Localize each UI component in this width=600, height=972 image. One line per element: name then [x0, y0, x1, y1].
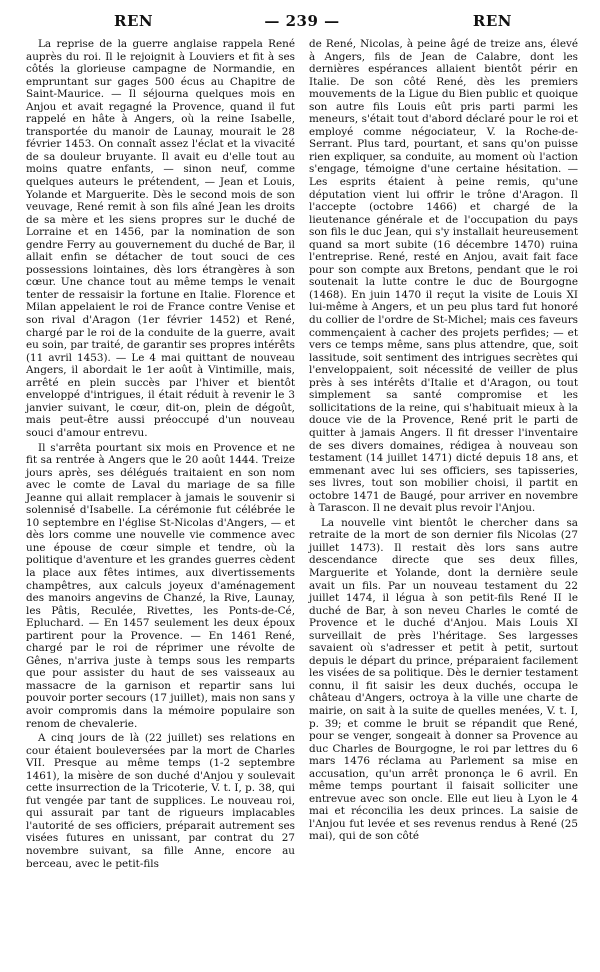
paragraph: de René, Nicolas, à peine âgé de treize ans, élevé à Angers, fils de Jean de Calabre, dont les dernières espérances allaient bientôt périr en Italie. De son côté René, dès les premiers mouvements de la Ligue du Bien public et quoique son autre fils Louis eût pris parti parmi les meneurs, s'était tout d'abord déclaré pour le roi et employé comme négociateur, V. la Roche-de-Serrant. Plus tard, pourtant, et sans qu'on puisse rien expliquer, sa conduite, au moment où l'action s'engage, témoigne d'une certaine hésitation. — Les esprits étaient à peine remis, qu'une députation vient lui offrir le trône d'Aragon. Il l'accepte (octobre 1466) et chargé de la lieutenance générale et de l'occupation du pays son fils le duc Jean, qui s'y installait heureusement quand sa mort subite (16 décembre 1470) ruina l'entreprise. René, resté en Anjou, avait fait face pour son compte aux Bretons, pendant que le roi soutenait la lutte contre le duc de Bourgogne (1468). En juin 1470 il reçut la visite de Louis XI lui-même à Angers, et un peu plus tard fut honoré du collier de l'ordre de St-Michel; mais ces faveurs commençaient à cacher des projets perfides; — et vers ce temps même, sans plus attendre, que, soit lassitude, soit sentiment des intrigues secrètes qui l'enveloppaient, soit nécessité de veiller de plus près à ses intérêts d'Italie et d'Aragon, ou tout simplement sa santé compromise et les sollicitations de la reine, qui s'habituait mieux à la douce vie de la Provence, René prit le parti de quitter à jamais Angers. Il fit dresser l'inventaire de ses divers domaines, rédigea à nouveau son testament (14 juillet 1471) dicté depuis 18 ans, et emmenant avec lui ses officiers, ses tapisseries, ses livres, tout son mobilier choisi, il partit en octobre 1471 de Baugé, pour arriver en novembre à Tarascon. Il ne devait plus revoir l'Anjou.: [309, 38, 579, 515]
paragraph: Il s'arrêta pourtant six mois en Provence et ne fit sa rentrée à Angers que le 20 août 1444. Treize jours après, ses délégués traitaient en son nom avec le comte de Laval du mariage de sa fille Jeanne qui allait remplacer à jamais le souvenir si solennisé d'Isabelle. La cérémonie fut célébrée le 10 septembre en l'église St-Nicolas d'Angers, — et dès lors comme une nouvelle vie commence avec une épouse de cœur simple et tendre, où la politique d'aventure et les grandes guerres cèdent la place aux fêtes intimes, aux divertissements champêtres, aux calculs joyeux d'aménagement des manoirs angevins de Chanzé, la Rive, Launay, les Pâtis, Reculée, Rivettes, les Ponts-de-Cé, Epluchard. — En 1457 seulement les deux époux partirent pour la Provence. — En 1461 René, chargé par le roi de réprimer une révolte de Gênes, n'arriva juste à temps sous les remparts que pour assister du haut de ses vaisseaux au massacre de la garnison et repartir sans lui pouvoir porter secours (17 juillet), mais non sans y avoir compromis dans la mémoire populaire son renom de chevalerie.: [26, 441, 295, 730]
running-header: [26, 4, 578, 38]
paragraph: La nouvelle vint bientôt le chercher dans sa retraite de la mort de son dernier fils Nicolas (27 juillet 1473). Il restait dès lors sans autre descendance directe que ses deux filles, Marguerite et Yolande, dont la dernière seule avait un fils. Par un nouveau testament du 22 juillet 1474, il légua à son petit-fils René II le duché de Bar, à son neveu Charles le comté de Provence et le duché d'Anjou. Mais Louis XI surveillait de près l'héritage. Ses largesses savaient où s'adresser et petit à petit, surtout depuis le départ du prince, préparaient facilement les visées de sa politique. Dès le dernier testament connu, il fit saisir les deux duchés, occupa le château d'Angers, octroya à la ville une charte de mairie, on sait à la suite de quelles menées, V. t. I, p. 39; et comme le bruit se répandit que René, pour se venger, songeait à donner sa Provence au duc Charles de Bourgogne, le roi par lettres du 6 mars 1476 réclama au Parlement sa mise en accusation, qu'un arrêt prononça le 6 avril. En même temps pourtant il faisait solliciter une entrevue avec son oncle. Elle eut lieu à Lyon le 4 mai et réconcilia les deux princes. La saisie de l'Anjou fut levée et ses revenus rendus à René (25 mai), qui de son côté: [309, 516, 578, 843]
paragraph: La reprise de la guerre anglaise rappela René auprès du roi. Il le rejoignit à Louviers et fit à ses côtés la glorieuse campagne de Normandie, en empruntant sur gages 500 écus au Chapitre de Saint-Maurice. — Il séjourna quelques mois en Anjou et avait regagné la Provence, quand il fut rappelé en hâte à Angers, où la reine Isabelle, transportée du manoir de Launay, mourait le 28 février 1453. On connaît assez l'éclat et la vivacité de sa douleur bruyante. Il avait eu d'elle tout au moins quatre enfants, — sinon neuf, comme quelques auteurs le prétendent, — Jean et Louis, Yolande et Marguerite. Dès le second mois de son veuvage, René remit à son fils aîné Jean les droits de sa mère et les siens propres sur le duché de Lorraine et en 1456, par la nomination de son gendre Ferry au gouvernement du duché de Bar, il allait enfin se détacher de tout souci de ces possessions lointaines, dès lors étrangères à son cœur. Une chance tout au même temps le venait tenter de ressaisir la fortune en Italie. Florence et Milan appelaient le roi de France contre Venise et son rival d'Aragon (1er février 1452) et René, chargé par le roi de la conduite de la guerre, avait eu soin, par traité, de garantir ses propres intérêts (11 avril 1453). — Le 4 mai quittant de nouveau Angers, il abordait le 1er août à Vintimille, mais, arrêté en plein succès par l'hiver et bientôt enveloppé d'intrigues, il était réduit à revenir le 3 janvier suivant, le cœur, dit-on, plein de dégoût, mais peut-être aussi préoccupé d'un nouveau souci d'amour entrevu.: [26, 38, 295, 439]
header-left-keyword: REN: [114, 12, 154, 30]
page-number: — 239 —: [264, 12, 340, 30]
paragraph: A cinq jours de là (22 juillet) ses relations en cour étaient bouleversées par la mort de Charles VII. Presque au même temps (1-2 septembre 1461), la misère de son duché d'Anjou y soulevait cette insurrection de la Tricoterie, V. t. I, p. 38, qui fut vengée par tant de supplices. Le nouveau roi, qui assurait par tant de rigueurs implacables l'autorité de ses officiers, préparait autrement ses visées futures en unissant, par contrat du 27 novembre suivant, sa fille Anne, encore au berceau, avec le petit-fils: [26, 732, 295, 870]
left-column: [26, 38, 295, 870]
header-right-keyword: REN: [472, 12, 512, 30]
text-columns: [26, 38, 578, 870]
right-column: [309, 38, 578, 870]
